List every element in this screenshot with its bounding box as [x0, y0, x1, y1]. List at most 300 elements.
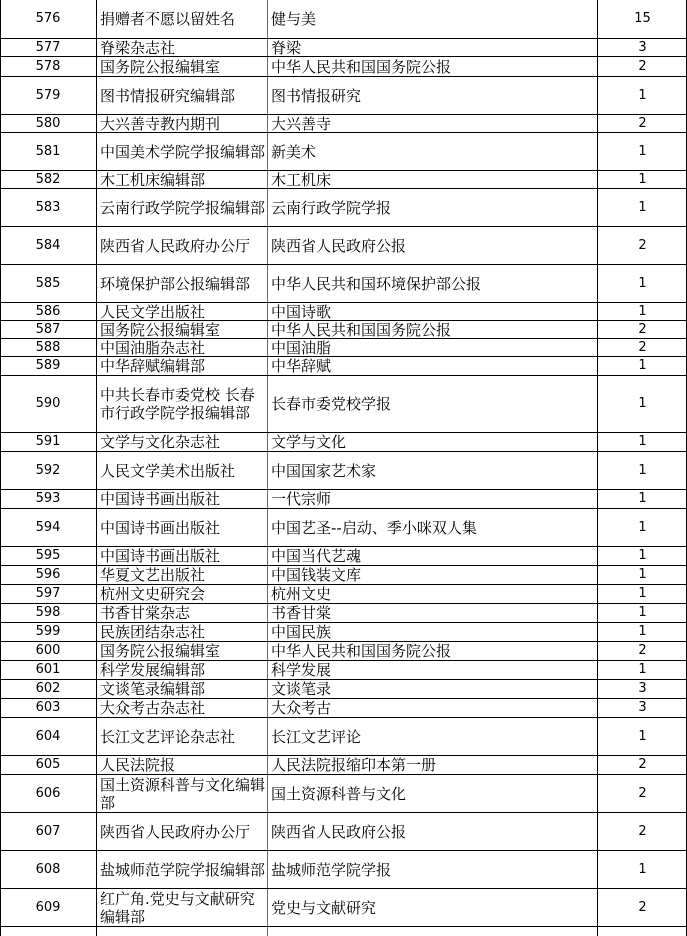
row-number-cell: [0, 851, 96, 888]
row-number-cell-text: 583: [35, 199, 61, 215]
count-cell: [598, 889, 687, 926]
row-number-cell: [0, 433, 96, 451]
row-number-cell: [0, 227, 96, 264]
title-cell-text: 书香甘棠: [271, 604, 332, 622]
publisher-cell-text: 环境保护部公报编辑部: [100, 274, 251, 293]
title-cell-text: 云南行政学院学报: [271, 198, 392, 217]
publisher-cell: [96, 851, 266, 888]
row-number-cell: [0, 889, 96, 926]
count-cell-text: 1: [638, 199, 647, 215]
count-cell: [598, 642, 687, 660]
row-number-cell-text: 595: [35, 548, 61, 563]
publisher-cell-text: 脊梁杂志社: [100, 39, 176, 56]
row-number-cell-text: 581: [35, 143, 61, 159]
title-cell: [267, 376, 597, 432]
row-number-cell: [0, 699, 96, 717]
count-cell: [598, 718, 687, 755]
table-row: [0, 851, 687, 889]
count-cell-text: 1: [638, 87, 647, 103]
row-number-cell: [0, 339, 96, 356]
count-cell: [598, 189, 687, 226]
publisher-cell-text: 人民文学出版社: [100, 303, 206, 320]
table-row: [0, 357, 687, 376]
title-cell-text: 长春市委党校学报: [271, 395, 392, 413]
count-cell-text: 2: [638, 823, 647, 839]
publisher-cell-text: 中国诗书画出版社: [100, 490, 221, 508]
row-number-cell-text: 589: [35, 358, 61, 373]
publisher-cell-text: 中华辞赋编辑部: [100, 357, 206, 375]
title-cell: [267, 265, 597, 302]
row-number-cell: [0, 813, 96, 850]
count-cell-text: 2: [638, 237, 647, 253]
count-cell: [598, 547, 687, 565]
count-cell: [598, 452, 687, 489]
row-number-cell-text: 604: [35, 728, 61, 744]
title-cell: [267, 661, 597, 679]
publisher-cell-text: 中共长春市委党校 长春市行政学院学报编辑部: [100, 386, 255, 422]
count-cell-text: 2: [638, 785, 647, 801]
publisher-cell: [96, 321, 266, 338]
title-cell: [267, 680, 597, 698]
publisher-cell: [96, 433, 266, 451]
publisher-cell: [96, 357, 266, 375]
title-cell: [267, 57, 597, 76]
table-row: [0, 889, 687, 927]
count-cell-text: 2: [638, 115, 647, 131]
publisher-cell: [96, 189, 266, 226]
count-cell: [598, 509, 687, 546]
publisher-cell: [96, 77, 266, 114]
count-cell-text: 3: [638, 39, 647, 55]
row-number-cell: [0, 133, 96, 170]
table-row: [0, 376, 687, 433]
title-cell-text: 脊梁: [271, 39, 302, 56]
publisher-cell: [96, 171, 266, 188]
publisher-cell-text: 中国诗书画出版社: [100, 518, 221, 537]
row-number-cell: [0, 509, 96, 546]
title-cell: [267, 509, 597, 546]
count-cell: [598, 265, 687, 302]
row-number-cell: [0, 775, 96, 812]
publisher-cell: [96, 623, 266, 641]
title-cell: [267, 357, 597, 375]
publisher-cell: [96, 547, 266, 565]
row-number-cell-text: 599: [35, 624, 61, 639]
publisher-cell: [96, 339, 266, 356]
table-row: [0, 133, 687, 171]
publisher-cell: [96, 490, 266, 508]
count-cell-text: 1: [638, 548, 647, 563]
table-row: [0, 39, 687, 57]
row-number-cell-text: 603: [35, 700, 61, 715]
title-cell: [267, 490, 597, 508]
row-number-cell-text: 596: [35, 567, 61, 582]
title-cell-text: 中国油脂: [271, 339, 332, 356]
count-cell: [598, 0, 687, 38]
publisher-cell-text: 文谈笔录编辑部: [100, 680, 206, 698]
publisher-cell: [96, 680, 266, 698]
row-number-cell: [0, 718, 96, 755]
table-row: [0, 604, 687, 623]
title-cell: [267, 566, 597, 584]
row-number-cell-text: 609: [35, 899, 61, 915]
title-cell-text: 杭州文史: [271, 585, 332, 603]
row-number-cell-text: 608: [35, 861, 61, 877]
title-cell: [267, 433, 597, 451]
publisher-cell-text: 文学与文化杂志社: [100, 433, 221, 451]
count-cell-text: 1: [638, 358, 647, 373]
count-cell-text: 1: [638, 662, 647, 677]
title-cell-text: 文学与文化: [271, 433, 347, 451]
count-cell-text: 1: [638, 303, 647, 319]
publisher-cell: [96, 57, 266, 76]
publisher-cell: [96, 115, 266, 132]
title-cell: [267, 718, 597, 755]
row-number-cell: [0, 585, 96, 603]
publisher-cell: [96, 585, 266, 603]
count-cell-text: 1: [638, 586, 647, 601]
publisher-cell-text: 人民文学美术出版社: [100, 461, 236, 480]
count-cell-text: 1: [638, 462, 647, 478]
publisher-cell-text: 中国油脂杂志社: [100, 339, 206, 356]
count-cell: [598, 376, 687, 432]
publisher-cell: [96, 0, 266, 38]
publisher-cell-text: 红广角.党史与文献研究编辑部: [100, 889, 255, 926]
table-row: [0, 509, 687, 547]
table-row: [0, 452, 687, 490]
title-cell-text: 中华人民共和国国务院公报: [271, 642, 452, 660]
publisher-cell: [96, 133, 266, 170]
count-cell: [598, 756, 687, 774]
table-row: [0, 490, 687, 509]
row-number-cell-text: 588: [35, 339, 61, 355]
publisher-cell: [96, 509, 266, 546]
row-number-cell-text: 598: [35, 605, 61, 620]
title-cell-text: 国土资源科普与文化: [271, 784, 407, 803]
publisher-cell: [96, 813, 266, 850]
publisher-cell: [96, 718, 266, 755]
publisher-cell-text: 中国诗书画出版社: [100, 547, 221, 565]
publisher-cell-text: 陕西省人民政府办公厅: [100, 236, 251, 255]
publisher-cell-text: 科学发展编辑部: [100, 661, 206, 679]
row-number-cell: [0, 642, 96, 660]
title-cell: [267, 227, 597, 264]
title-cell-text: 中国钱装文库: [271, 566, 362, 584]
publisher-cell-text: 木工机床编辑部: [100, 171, 206, 188]
count-cell: [598, 227, 687, 264]
publisher-cell-text: 国务院公报编辑室: [100, 642, 221, 660]
count-cell-text: 3: [638, 700, 647, 715]
row-number-cell: [0, 115, 96, 132]
title-cell: [267, 851, 597, 888]
count-cell-text: 1: [638, 519, 647, 535]
row-number-cell-text: 585: [35, 275, 61, 291]
count-cell: [598, 133, 687, 170]
title-cell: [267, 642, 597, 660]
count-cell-text: 2: [638, 339, 647, 355]
count-cell-text: 1: [638, 567, 647, 582]
publisher-cell-text: 图书情报研究编辑部: [100, 86, 236, 105]
count-cell: [598, 566, 687, 584]
table-row: [0, 433, 687, 452]
count-cell: [598, 433, 687, 451]
title-cell: [267, 604, 597, 622]
table-row: [0, 77, 687, 115]
publisher-cell-text: 国土资源科普与文化编辑部: [100, 775, 266, 812]
count-cell: [598, 604, 687, 622]
publisher-cell-text: 人民法院报: [100, 756, 176, 774]
title-cell: [267, 133, 597, 170]
table-row: [0, 303, 687, 321]
count-cell-text: 1: [638, 143, 647, 159]
row-number-cell: [0, 680, 96, 698]
title-cell: [267, 699, 597, 717]
title-cell: [267, 115, 597, 132]
title-cell-text: 中国诗歌: [271, 303, 332, 320]
row-number-cell-text: 587: [35, 321, 61, 337]
row-number-cell-text: 600: [35, 643, 61, 658]
row-number-cell: [0, 490, 96, 508]
title-cell-text: 中国国家艺术家: [271, 461, 377, 480]
title-cell: [267, 171, 597, 188]
table-row: [0, 813, 687, 851]
title-cell-text: 中国艺圣--启动、季小咪双人集: [271, 518, 477, 537]
count-cell: [598, 490, 687, 508]
count-cell: [598, 585, 687, 603]
title-cell: [267, 547, 597, 565]
publisher-cell: [96, 604, 266, 622]
row-number-cell: [0, 265, 96, 302]
count-cell: [598, 661, 687, 679]
row-number-cell-text: 594: [35, 519, 61, 535]
count-cell: [598, 115, 687, 132]
row-number-cell-text: 578: [35, 58, 61, 74]
publisher-cell: [96, 227, 266, 264]
row-number-cell-text: 579: [35, 87, 61, 103]
table-row: [0, 566, 687, 585]
table-row: [0, 547, 687, 566]
count-cell-text: 1: [638, 624, 647, 639]
title-cell: [267, 303, 597, 320]
title-cell-text: 一代宗师: [271, 490, 332, 508]
count-cell: [598, 357, 687, 375]
row-number-cell: [0, 547, 96, 565]
count-cell: [598, 57, 687, 76]
count-cell: [598, 680, 687, 698]
title-cell: [267, 889, 597, 926]
publisher-cell-text: 国务院公报编辑室: [100, 57, 221, 76]
title-cell-text: 盐城师范学院学报: [271, 860, 392, 879]
row-number-cell: [0, 566, 96, 584]
row-number-cell: [0, 321, 96, 338]
title-cell: [267, 623, 597, 641]
count-cell: [598, 851, 687, 888]
table-row: [0, 265, 687, 303]
count-cell: [598, 303, 687, 320]
table-row: [0, 718, 687, 756]
title-cell-text: 科学发展: [271, 661, 332, 679]
table-row: [0, 227, 687, 265]
title-cell: [267, 756, 597, 774]
title-cell: [267, 189, 597, 226]
count-cell-text: 1: [638, 861, 647, 877]
count-cell-text: 1: [638, 275, 647, 291]
row-number-cell-text: 601: [35, 662, 61, 677]
table-row: [0, 171, 687, 189]
title-cell-text: 图书情报研究: [271, 86, 362, 105]
row-number-cell: [0, 171, 96, 188]
publisher-cell-text: 长江文艺评论杂志社: [100, 727, 236, 746]
table-row: [0, 661, 687, 680]
title-cell: [267, 77, 597, 114]
publisher-cell: [96, 376, 266, 432]
row-number-cell: [0, 189, 96, 226]
count-cell: [598, 623, 687, 641]
title-cell-text: 中国民族: [271, 623, 332, 641]
title-cell-text: 人民法院报缩印本第一册: [271, 756, 437, 774]
row-number-cell-text: 593: [35, 491, 61, 506]
table-row: [0, 680, 687, 699]
row-number-cell: [0, 77, 96, 114]
row-number-cell-text: 582: [35, 171, 61, 187]
publisher-cell-text: 捐赠者不愿以留姓名: [100, 10, 236, 28]
table-row: [0, 699, 687, 718]
title-cell-text: 陕西省人民政府公报: [271, 236, 407, 255]
publisher-cell-text: 华夏文艺出版社: [100, 566, 206, 584]
title-cell-text: 新美术: [271, 142, 317, 161]
title-cell: [267, 452, 597, 489]
count-cell-text: 1: [638, 491, 647, 506]
row-number-cell-text: 597: [35, 586, 61, 601]
count-cell-text: 1: [638, 171, 647, 187]
publisher-cell: [96, 661, 266, 679]
title-cell-text: 大众考古: [271, 699, 332, 717]
title-cell-text: 中华人民共和国环境保护部公报: [271, 274, 482, 293]
count-cell-text: 2: [638, 58, 647, 74]
publisher-cell-text: 书香甘棠杂志: [100, 604, 191, 622]
count-cell-text: 2: [638, 899, 647, 915]
title-cell-text: 中华人民共和国国务院公报: [271, 321, 452, 338]
row-number-cell-text: 592: [35, 462, 61, 478]
row-number-cell: [0, 57, 96, 76]
table-row: [0, 321, 687, 339]
row-number-cell-text: 580: [35, 115, 61, 131]
title-cell-text: 中国当代艺魂: [271, 547, 362, 565]
row-number-cell: [0, 452, 96, 489]
title-cell-text: 中华人民共和国国务院公报: [271, 57, 452, 76]
count-cell: [598, 775, 687, 812]
count-cell: [598, 171, 687, 188]
row-number-cell: [0, 357, 96, 375]
publisher-cell: [96, 756, 266, 774]
title-cell: [267, 321, 597, 338]
publisher-cell-text: 盐城师范学院学报编辑部: [100, 860, 266, 879]
table-row: [0, 189, 687, 227]
count-cell: [598, 321, 687, 338]
title-cell-text: 木工机床: [271, 171, 332, 188]
title-cell-text: 大兴善寺: [271, 115, 332, 132]
count-cell: [598, 39, 687, 56]
title-cell-text: 文谈笔录: [271, 680, 332, 698]
title-cell: [267, 775, 597, 812]
row-number-cell-text: 591: [35, 434, 61, 449]
count-cell-text: 1: [638, 396, 647, 411]
count-cell: [598, 813, 687, 850]
publisher-cell: [96, 452, 266, 489]
publisher-cell-text: 杭州文史研究会: [100, 585, 206, 603]
table-row: [0, 756, 687, 775]
count-cell: [598, 77, 687, 114]
row-number-cell-text: 584: [35, 237, 61, 253]
publisher-cell-text: 民族团结杂志社: [100, 623, 206, 641]
publisher-cell-text: 陕西省人民政府办公厅: [100, 822, 251, 841]
count-cell-text: 15: [634, 11, 651, 26]
row-number-cell: [0, 0, 96, 38]
title-cell: [267, 813, 597, 850]
publisher-cell-text: 国务院公报编辑室: [100, 321, 221, 338]
row-number-cell-text: 607: [35, 823, 61, 839]
row-number-cell: [0, 623, 96, 641]
table-row: [0, 0, 687, 39]
table-row: [0, 642, 687, 661]
row-number-cell: [0, 661, 96, 679]
table-row: [0, 585, 687, 604]
row-number-cell-text: 576: [35, 11, 61, 26]
title-cell-text: 中华辞赋: [271, 357, 332, 375]
count-cell: [598, 339, 687, 356]
row-number-cell: [0, 39, 96, 56]
row-number-cell: [0, 756, 96, 774]
publisher-cell: [96, 775, 266, 812]
table-row: [0, 339, 687, 357]
count-cell-text: 2: [638, 643, 647, 658]
title-cell: [267, 39, 597, 56]
table-row: [0, 57, 687, 77]
publisher-cell: [96, 699, 266, 717]
title-cell-text: 长江文艺评论: [271, 727, 362, 746]
publisher-cell: [96, 39, 266, 56]
count-cell-text: 1: [638, 728, 647, 744]
row-number-cell-text: 590: [35, 396, 61, 411]
publisher-cell-text: 中国美术学院学报编辑部: [100, 142, 266, 161]
table-row: [0, 115, 687, 133]
title-cell-text: 党史与文献研究: [271, 898, 377, 917]
count-cell-text: 1: [638, 605, 647, 620]
publisher-cell-text: 大兴善寺教内期刊: [100, 115, 221, 132]
publisher-cell-text: 大众考古杂志社: [100, 699, 206, 717]
count-cell: [598, 699, 687, 717]
row-number-cell-text: 605: [35, 757, 61, 772]
title-cell: [267, 0, 597, 38]
row-number-cell: [0, 604, 96, 622]
row-number-cell-text: 602: [35, 681, 61, 696]
row-number-cell: [0, 376, 96, 432]
title-cell: [267, 585, 597, 603]
row-number-cell-text: 606: [35, 785, 61, 801]
table-row: [0, 623, 687, 642]
title-cell: [267, 339, 597, 356]
title-cell-text: 陕西省人民政府公报: [271, 822, 407, 841]
row-number-cell-text: 577: [35, 39, 61, 55]
count-cell-text: 2: [638, 757, 647, 772]
title-cell-text: 健与美: [271, 10, 317, 28]
publisher-cell: [96, 566, 266, 584]
publisher-cell: [96, 889, 266, 926]
row-number-cell: [0, 303, 96, 320]
count-cell-text: 1: [638, 434, 647, 449]
publisher-cell: [96, 303, 266, 320]
publisher-cell-text: 云南行政学院学报编辑部: [100, 198, 266, 217]
